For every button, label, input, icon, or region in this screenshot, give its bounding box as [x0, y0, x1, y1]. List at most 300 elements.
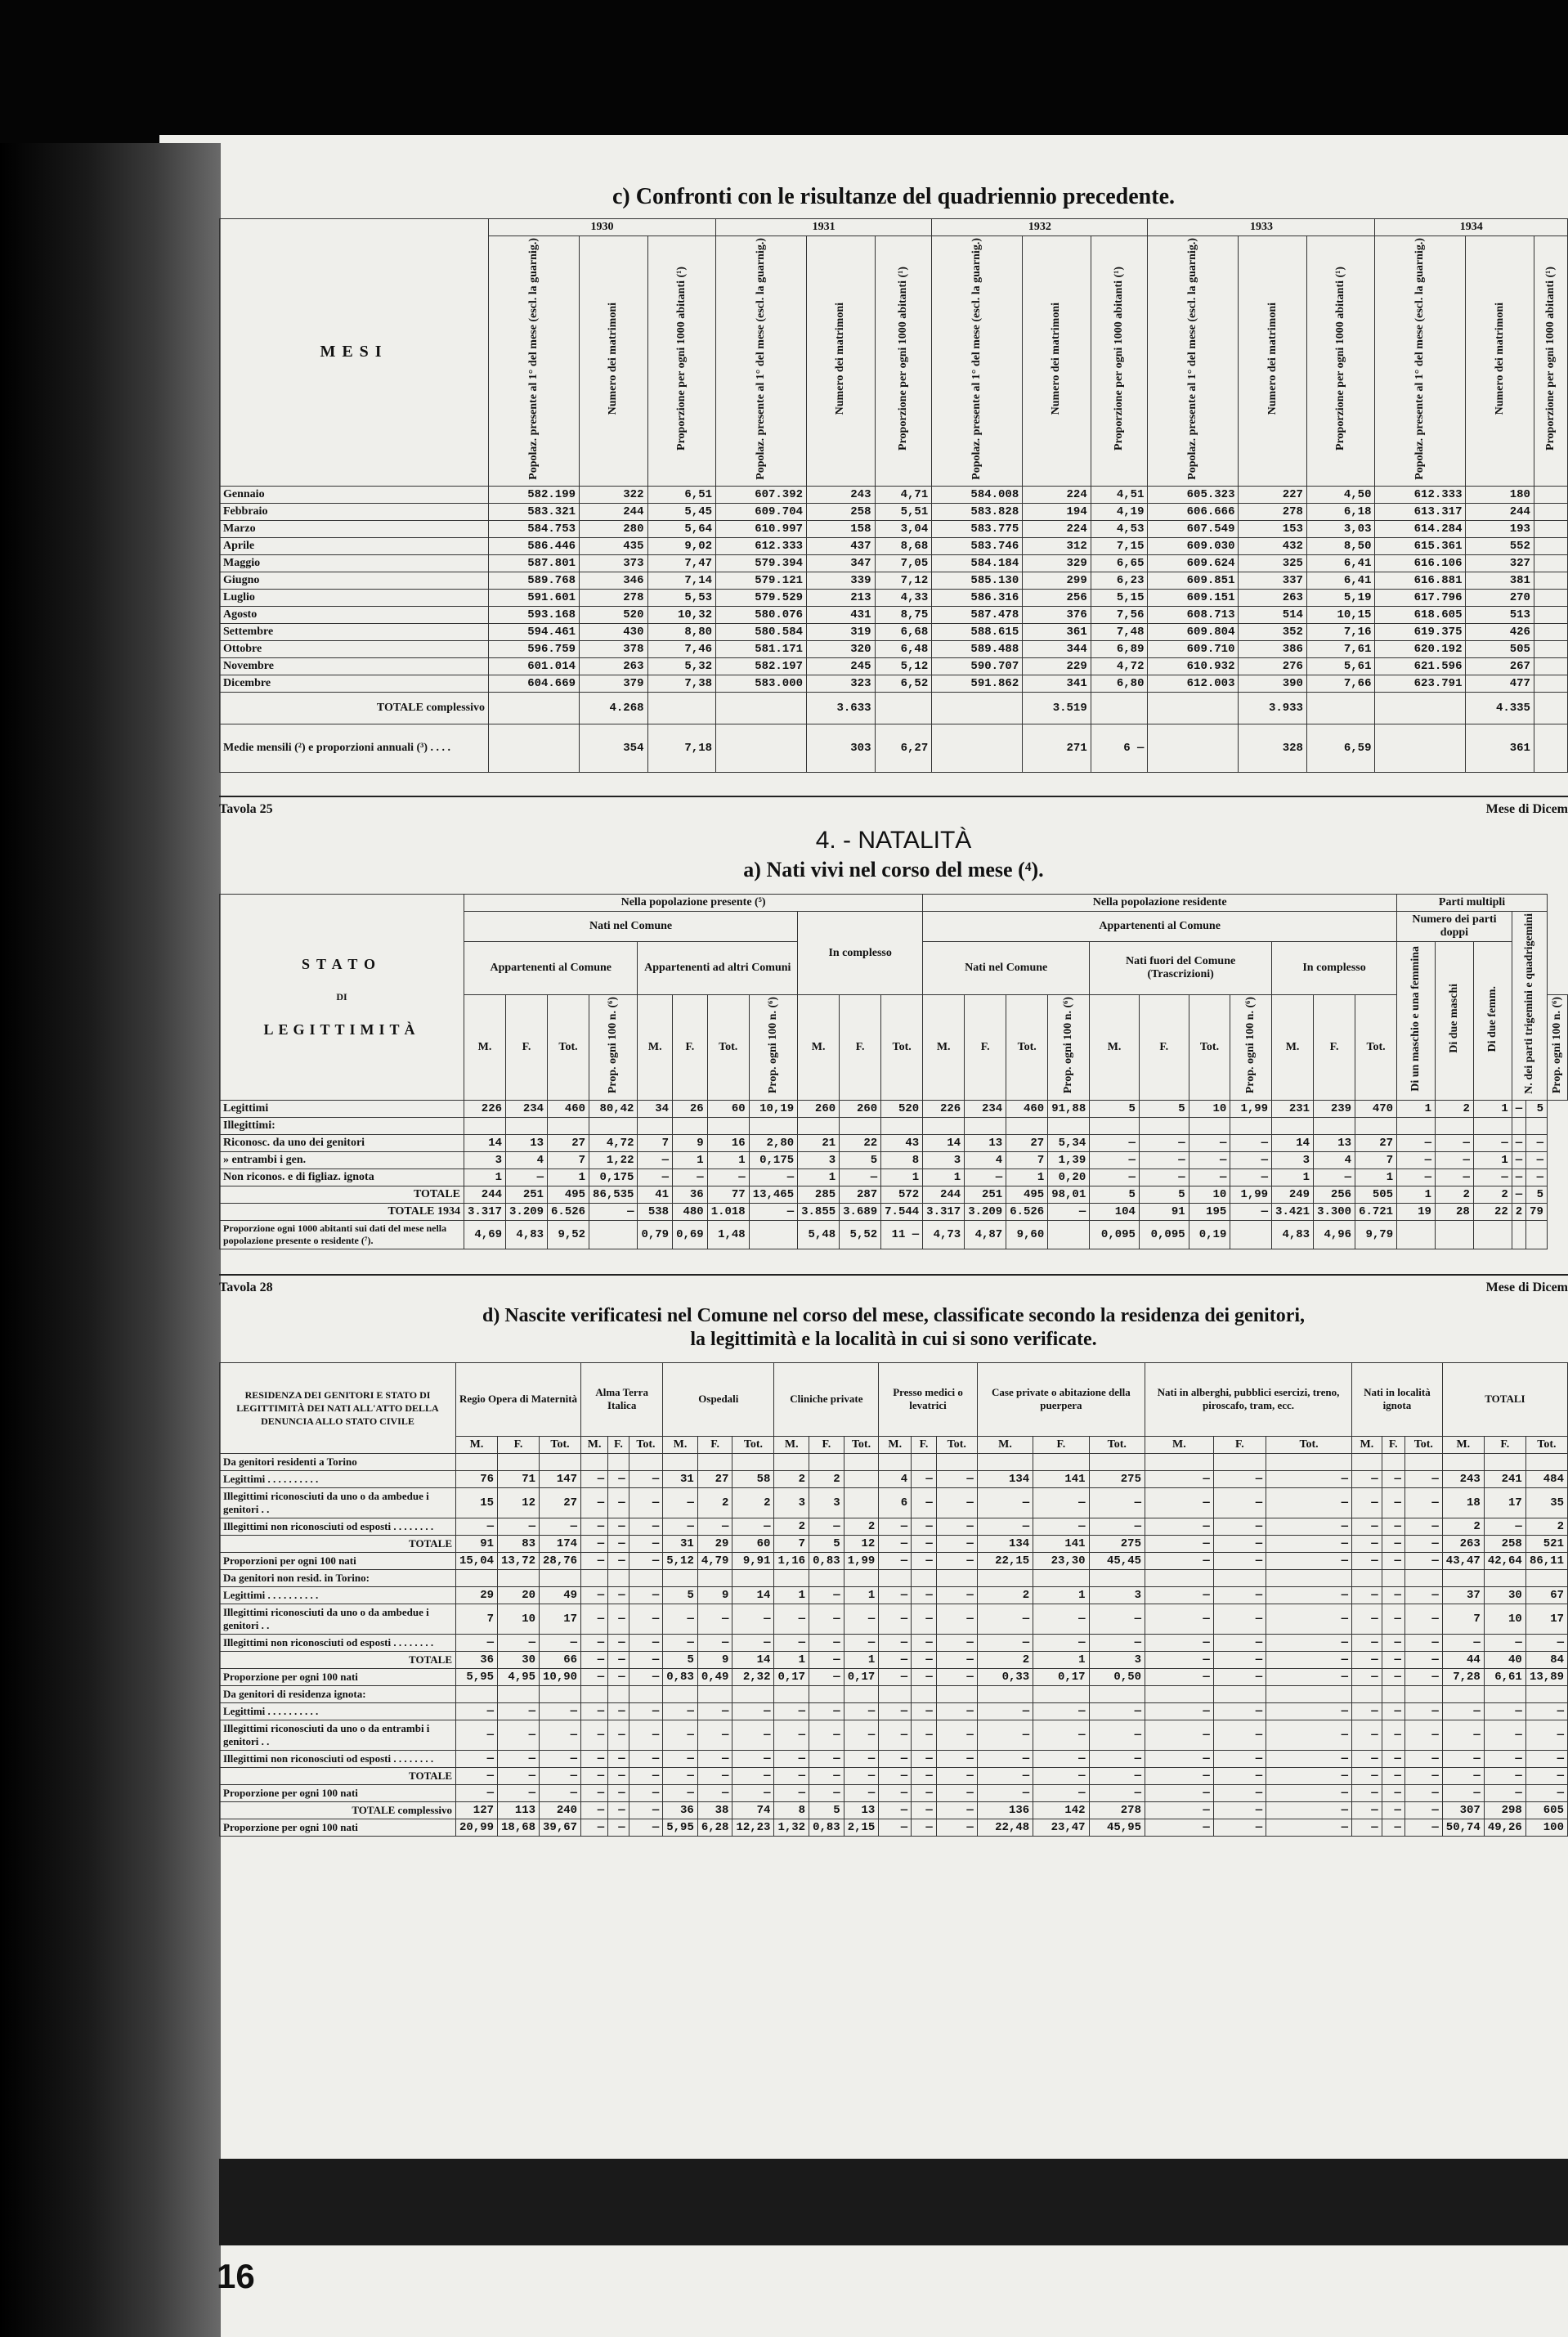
month-value: 616.881: [1375, 572, 1466, 589]
month-value: 7,47: [647, 554, 716, 572]
row-value: —: [1512, 1100, 1525, 1117]
row-value: 307: [1442, 1801, 1484, 1819]
month-value: 194: [1023, 503, 1091, 520]
row-value: —: [936, 1784, 977, 1801]
row-value: 505: [1355, 1186, 1397, 1203]
row-value: 5: [1526, 1186, 1548, 1203]
row-value: 67: [1525, 1586, 1567, 1604]
month-row: [220, 589, 1568, 606]
row-value: —: [1352, 1702, 1382, 1720]
row-value: 234: [506, 1100, 548, 1117]
row-value: —: [1213, 1819, 1266, 1836]
row-value: —: [840, 1168, 881, 1186]
row-value: —: [1397, 1134, 1436, 1151]
row-value: —: [844, 1784, 879, 1801]
month-value: 4,50: [1306, 486, 1375, 503]
row-value: 1,48: [707, 1220, 749, 1249]
row-value: —: [456, 1720, 498, 1750]
month-value: 585.130: [932, 572, 1023, 589]
row-value: —: [1145, 1784, 1214, 1801]
row-value: 30: [498, 1651, 540, 1668]
sub-header: M.: [581, 1436, 608, 1453]
row-value: —: [844, 1634, 879, 1651]
row-value: 298: [1484, 1801, 1525, 1819]
row-value: 79: [1526, 1203, 1548, 1220]
row-value: —: [809, 1784, 844, 1801]
empty-cell: [1375, 724, 1466, 772]
row-value: 13: [844, 1801, 879, 1819]
month-value: 245: [807, 657, 876, 675]
row-header-mesi: MESI: [220, 219, 489, 487]
month-value: 584.008: [932, 486, 1023, 503]
row-value: 1: [1397, 1100, 1436, 1117]
row-label: » entrambi i gen.: [220, 1151, 464, 1168]
row-value: 27: [548, 1134, 589, 1151]
row-label: Illegittimi riconosciuti da uno o da entrambi i genitori . .: [220, 1720, 456, 1750]
row-value: 35: [1525, 1487, 1567, 1518]
row-value: —: [1048, 1203, 1090, 1220]
row-value: 13: [965, 1134, 1006, 1151]
row-value: 13: [506, 1134, 548, 1151]
row-value: [1145, 1453, 1214, 1470]
col-header-text: Numero dei matrimoni: [834, 303, 847, 415]
group-header: Nati in alberghi, pubblici esercizi, treno, piroscafo, tram, ecc.: [1145, 1362, 1352, 1436]
row-value: 1,99: [1230, 1186, 1272, 1203]
row-value: —: [1525, 1784, 1567, 1801]
row-value: —: [912, 1470, 937, 1487]
row-value: 29: [697, 1535, 732, 1552]
row-label: Legittimi . . . . . . . . . .: [220, 1470, 456, 1487]
row-value: 10: [498, 1604, 540, 1634]
month-value: 582.199: [489, 486, 580, 503]
month-value: 243: [807, 486, 876, 503]
row-value: 60: [707, 1100, 749, 1117]
row-value: —: [608, 1819, 629, 1836]
month-row: [220, 657, 1568, 675]
row-value: [1266, 1569, 1352, 1586]
col-header-text: Popolaz. presente al 1° del mese (escl. la guarnig.): [1413, 238, 1427, 480]
row-value: —: [1484, 1634, 1525, 1651]
month-value: 583.321: [489, 503, 580, 520]
row-label: TOTALE: [220, 1535, 456, 1552]
year-header-1933: 1933: [1148, 219, 1375, 236]
row-value: —: [965, 1168, 1006, 1186]
row-value: —: [581, 1720, 608, 1750]
row-value: [774, 1685, 809, 1702]
row-value: 15: [456, 1487, 498, 1518]
row-value: —: [498, 1784, 540, 1801]
row-value: —: [1352, 1784, 1382, 1801]
row-value: 5,95: [456, 1668, 498, 1685]
row-value: —: [1352, 1801, 1382, 1819]
row-value: [608, 1685, 629, 1702]
row-value: 21: [798, 1134, 840, 1151]
row-value: [1484, 1569, 1525, 1586]
month-value: 579.394: [716, 554, 807, 572]
month-label: Agosto: [220, 606, 489, 623]
row-value: 27: [697, 1470, 732, 1487]
month-value: 7,61: [1306, 640, 1375, 657]
row-value: —: [1266, 1750, 1352, 1767]
row-value: —: [936, 1720, 977, 1750]
month-label: Ottobre: [220, 640, 489, 657]
row-value: 0,20: [1048, 1168, 1090, 1186]
row-value: —: [879, 1552, 912, 1569]
row-value: —: [1213, 1586, 1266, 1604]
row-value: —: [1484, 1750, 1525, 1767]
month-value: 322: [580, 486, 648, 503]
month-value: 552: [1466, 537, 1534, 554]
row-value: 6.526: [1006, 1203, 1048, 1220]
month-value: 607.392: [716, 486, 807, 503]
month-value: 583.828: [932, 503, 1023, 520]
row-value: —: [629, 1634, 663, 1651]
month-value: 7,12: [875, 572, 932, 589]
empty-cell: [1534, 589, 1567, 606]
row-value: —: [1404, 1552, 1442, 1569]
row-value: —: [912, 1604, 937, 1634]
empty-cell: [1091, 692, 1148, 724]
month-value: 278: [1239, 503, 1307, 520]
sub-header: Tot.: [1266, 1436, 1352, 1453]
row-value: [581, 1569, 608, 1586]
row-value: —: [581, 1784, 608, 1801]
row-value: 1: [673, 1151, 708, 1168]
col-header-text: Numero dei matrimoni: [607, 303, 620, 415]
row-value: —: [1145, 1720, 1214, 1750]
row-label: Proporzioni per ogni 100 nati: [220, 1552, 456, 1569]
row-value: 134: [977, 1470, 1033, 1487]
empty-cell: [647, 692, 716, 724]
row-value: —: [912, 1535, 937, 1552]
row-value: 14: [732, 1651, 774, 1668]
row-value: [1352, 1685, 1382, 1702]
row-value: [498, 1569, 540, 1586]
row-value: 26: [673, 1100, 708, 1117]
month-value: 609.151: [1148, 589, 1239, 606]
row-value: —: [608, 1720, 629, 1750]
row-value: 4,79: [697, 1552, 732, 1569]
month-value: 227: [1239, 486, 1307, 503]
row-value: 0,17: [844, 1668, 879, 1685]
month-value: 584.184: [932, 554, 1023, 572]
totale-value: 3.633: [807, 692, 876, 724]
row-value: 13,72: [498, 1552, 540, 1569]
row-value: 77: [707, 1186, 749, 1203]
row-value: 5,12: [663, 1552, 698, 1569]
row-value: 134: [977, 1535, 1033, 1552]
row-value: —: [879, 1720, 912, 1750]
month-value: 352: [1239, 623, 1307, 640]
row-value: 5: [1139, 1100, 1189, 1117]
row-value: 4,73: [923, 1220, 965, 1249]
row-value: —: [1145, 1552, 1214, 1569]
row-value: —: [581, 1604, 608, 1634]
row-value: —: [1382, 1767, 1404, 1784]
sub-header: [1230, 995, 1272, 1100]
month-value: 347: [807, 554, 876, 572]
row-value: 36: [456, 1651, 498, 1668]
sub-header: F.: [1139, 995, 1189, 1100]
sub-header: F.: [965, 995, 1006, 1100]
row-value: 195: [1189, 1203, 1230, 1220]
row-value: —: [1213, 1651, 1266, 1668]
month-value: 593.168: [489, 606, 580, 623]
row-value: —: [1404, 1720, 1442, 1750]
row-value: 4,95: [498, 1668, 540, 1685]
row-value: 13: [1314, 1134, 1355, 1151]
row-value: —: [663, 1784, 698, 1801]
row-value: —: [1404, 1518, 1442, 1535]
row-value: —: [1266, 1470, 1352, 1487]
row-value: [844, 1470, 879, 1487]
month-value: 5,51: [875, 503, 932, 520]
row-value: [1352, 1569, 1382, 1586]
month-value: 312: [1023, 537, 1091, 554]
sub-header: M.: [923, 995, 965, 1100]
legittimita-row: [220, 1100, 1568, 1117]
row-value: —: [1145, 1767, 1214, 1784]
empty-cell: [1534, 640, 1567, 657]
month-value: 513: [1466, 606, 1534, 623]
header-nati-nel: Nati nel Comune: [923, 941, 1090, 995]
nascite-row: [220, 1586, 1568, 1604]
row-value: [1512, 1220, 1525, 1249]
month-row: [220, 640, 1568, 657]
empty-cell: [932, 724, 1023, 772]
month-value: 621.596: [1375, 657, 1466, 675]
nascite-row: [220, 1552, 1568, 1569]
month-value: 620.192: [1375, 640, 1466, 657]
row-value: —: [581, 1819, 608, 1836]
row-value: [936, 1569, 977, 1586]
row-value: 86,535: [589, 1186, 638, 1203]
row-value: 22: [1473, 1203, 1512, 1220]
row-value: —: [774, 1720, 809, 1750]
row-value: —: [697, 1767, 732, 1784]
row-value: —: [1145, 1634, 1214, 1651]
row-value: 6: [879, 1487, 912, 1518]
row-value: 13,89: [1525, 1668, 1567, 1685]
row-value: 256: [1314, 1186, 1355, 1203]
row-value: 20,99: [456, 1819, 498, 1836]
row-value: —: [581, 1586, 608, 1604]
nascite-row: [220, 1487, 1568, 1518]
col-header: [1239, 236, 1307, 487]
group-header: Ospedali: [663, 1362, 774, 1436]
month-value: 617.796: [1375, 589, 1466, 606]
sub-header: M.: [663, 1436, 698, 1453]
row-value: —: [1213, 1767, 1266, 1784]
row-value: [936, 1685, 977, 1702]
row-value: —: [912, 1750, 937, 1767]
nascite-row: [220, 1634, 1568, 1651]
row-value: [1397, 1220, 1436, 1249]
row-value: —: [1213, 1552, 1266, 1569]
row-value: 8: [881, 1151, 923, 1168]
row-value: 43,47: [1442, 1552, 1484, 1569]
row-value: 98,01: [1048, 1186, 1090, 1203]
row-value: 0,19: [1189, 1220, 1230, 1249]
month-value: 589.488: [932, 640, 1023, 657]
row-value: —: [1189, 1168, 1230, 1186]
month-value: 258: [807, 503, 876, 520]
month-value: 612.333: [1375, 486, 1466, 503]
row-value: 2: [1442, 1518, 1484, 1535]
row-value: —: [1352, 1651, 1382, 1668]
month-value: 381: [1466, 572, 1534, 589]
row-value: —: [879, 1586, 912, 1604]
row-value: 495: [1006, 1186, 1048, 1203]
row-value: —: [1442, 1634, 1484, 1651]
row-value: —: [809, 1750, 844, 1767]
row-value: 91,88: [1048, 1100, 1090, 1117]
row-label: TOTALE: [220, 1767, 456, 1784]
row-value: —: [697, 1634, 732, 1651]
row-value: —: [1382, 1586, 1404, 1604]
row-value: 2: [732, 1487, 774, 1518]
row-value: 5: [809, 1535, 844, 1552]
month-value: 8,68: [875, 537, 932, 554]
row-value: —: [1525, 1702, 1567, 1720]
month-label: Dicembre: [220, 675, 489, 692]
month-value: 431: [807, 606, 876, 623]
month-value: 581.171: [716, 640, 807, 657]
row-value: 43: [881, 1134, 923, 1151]
row-value: 1: [774, 1651, 809, 1668]
col-header-text: Proporzione per ogni 1000 abitanti (¹): [674, 267, 688, 451]
sub-header: Tot.: [548, 995, 589, 1100]
row-value: 7: [1355, 1151, 1397, 1168]
month-value: 590.707: [932, 657, 1023, 675]
month-value: 5,15: [1091, 589, 1148, 606]
row-value: 9,91: [732, 1552, 774, 1569]
row-value: 460: [548, 1100, 589, 1117]
legittimita-row: [220, 1168, 1568, 1186]
row-value: —: [1089, 1784, 1145, 1801]
row-value: 2,32: [732, 1668, 774, 1685]
row-value: —: [809, 1634, 844, 1651]
row-value: —: [1213, 1535, 1266, 1552]
col-header-text: Popolaz. presente al 1° del mese (escl. la guarnig.): [527, 238, 540, 480]
row-value: [1525, 1453, 1567, 1470]
month-value: 604.669: [489, 675, 580, 692]
row-value: —: [581, 1668, 608, 1685]
row-value: [707, 1117, 749, 1134]
row-value: 5,52: [840, 1220, 881, 1249]
group-header: Regio Opera di Maternità: [456, 1362, 581, 1436]
row-value: 22,48: [977, 1819, 1033, 1836]
nascite-row: [220, 1604, 1568, 1634]
month-value: 5,53: [647, 589, 716, 606]
month-value: 4,53: [1091, 520, 1148, 537]
row-value: —: [1404, 1487, 1442, 1518]
month-value: 3,04: [875, 520, 932, 537]
month-value: 609.624: [1148, 554, 1239, 572]
month-row: [220, 554, 1568, 572]
prop-header-text: Prop. ogni 100 n. (⁶): [766, 997, 779, 1094]
row-value: —: [1435, 1134, 1473, 1151]
empty-cell: [932, 692, 1023, 724]
row-value: 18: [1442, 1487, 1484, 1518]
row-value: —: [809, 1586, 844, 1604]
row-value: —: [608, 1651, 629, 1668]
row-value: —: [456, 1702, 498, 1720]
sub-header: M.: [464, 995, 506, 1100]
row-value: —: [1382, 1702, 1404, 1720]
row-value: 258: [1484, 1535, 1525, 1552]
month-value: 610.932: [1148, 657, 1239, 675]
month-value: 583.746: [932, 537, 1023, 554]
row-value: —: [697, 1784, 732, 1801]
row-value: —: [1352, 1750, 1382, 1767]
month-value: 587.801: [489, 554, 580, 572]
month-value: 579.529: [716, 589, 807, 606]
row-value: —: [663, 1767, 698, 1784]
row-value: 251: [965, 1186, 1006, 1203]
month-value: 299: [1023, 572, 1091, 589]
row-value: 113: [498, 1801, 540, 1819]
row-value: [844, 1453, 879, 1470]
row-value: 5: [663, 1651, 698, 1668]
row-value: [456, 1569, 498, 1586]
row-value: 0,175: [749, 1151, 797, 1168]
section-c-title: c) Confronti con le risultanze del quadriennio precedente.: [612, 184, 1176, 209]
row-value: —: [1526, 1168, 1548, 1186]
month-value: 594.461: [489, 623, 580, 640]
row-value: —: [1266, 1518, 1352, 1535]
row-value: —: [844, 1767, 879, 1784]
row-value: —: [1382, 1487, 1404, 1518]
sub-header: Tot.: [629, 1436, 663, 1453]
row-value: —: [1382, 1784, 1404, 1801]
empty-cell: [1534, 486, 1567, 503]
row-value: 572: [881, 1186, 923, 1203]
sub-header: F.: [1382, 1436, 1404, 1453]
row-value: 45,95: [1089, 1819, 1145, 1836]
row-value: 241: [1484, 1470, 1525, 1487]
row-value: —: [879, 1651, 912, 1668]
nascite-row: [220, 1767, 1568, 1784]
sub-header: F.: [1314, 995, 1355, 1100]
row-value: 1: [774, 1586, 809, 1604]
header-app-res: Appartenenti al Comune: [923, 911, 1397, 941]
row-value: [663, 1453, 698, 1470]
row-value: [749, 1117, 797, 1134]
row-value: 1: [923, 1168, 965, 1186]
row-value: 0,50: [1089, 1668, 1145, 1685]
sub-header: M.: [879, 1436, 912, 1453]
row-value: 1: [707, 1151, 749, 1168]
row-label: TOTALE: [220, 1651, 456, 1668]
month-value: 580.584: [716, 623, 807, 640]
header-app-altri: Appartenenti ad altri Comuni: [638, 941, 798, 995]
row-value: —: [608, 1784, 629, 1801]
empty-cell: [1534, 537, 1567, 554]
residenza-header: RESIDENZA DEI GENITORI E STATO DI LEGITTIMITÀ DEI NATI ALL'ATTO DELLA DENUNCIA ALLO STATO CIVILE: [220, 1362, 456, 1453]
row-value: [1033, 1569, 1089, 1586]
row-value: —: [1382, 1720, 1404, 1750]
row-value: —: [879, 1535, 912, 1552]
row-value: —: [498, 1518, 540, 1535]
row-value: 9: [673, 1134, 708, 1151]
month-value: 10,32: [647, 606, 716, 623]
row-value: 5: [840, 1151, 881, 1168]
row-value: [1089, 1453, 1145, 1470]
row-value: 260: [798, 1100, 840, 1117]
month-value: 7,48: [1091, 623, 1148, 640]
sub-header: Tot.: [844, 1436, 879, 1453]
